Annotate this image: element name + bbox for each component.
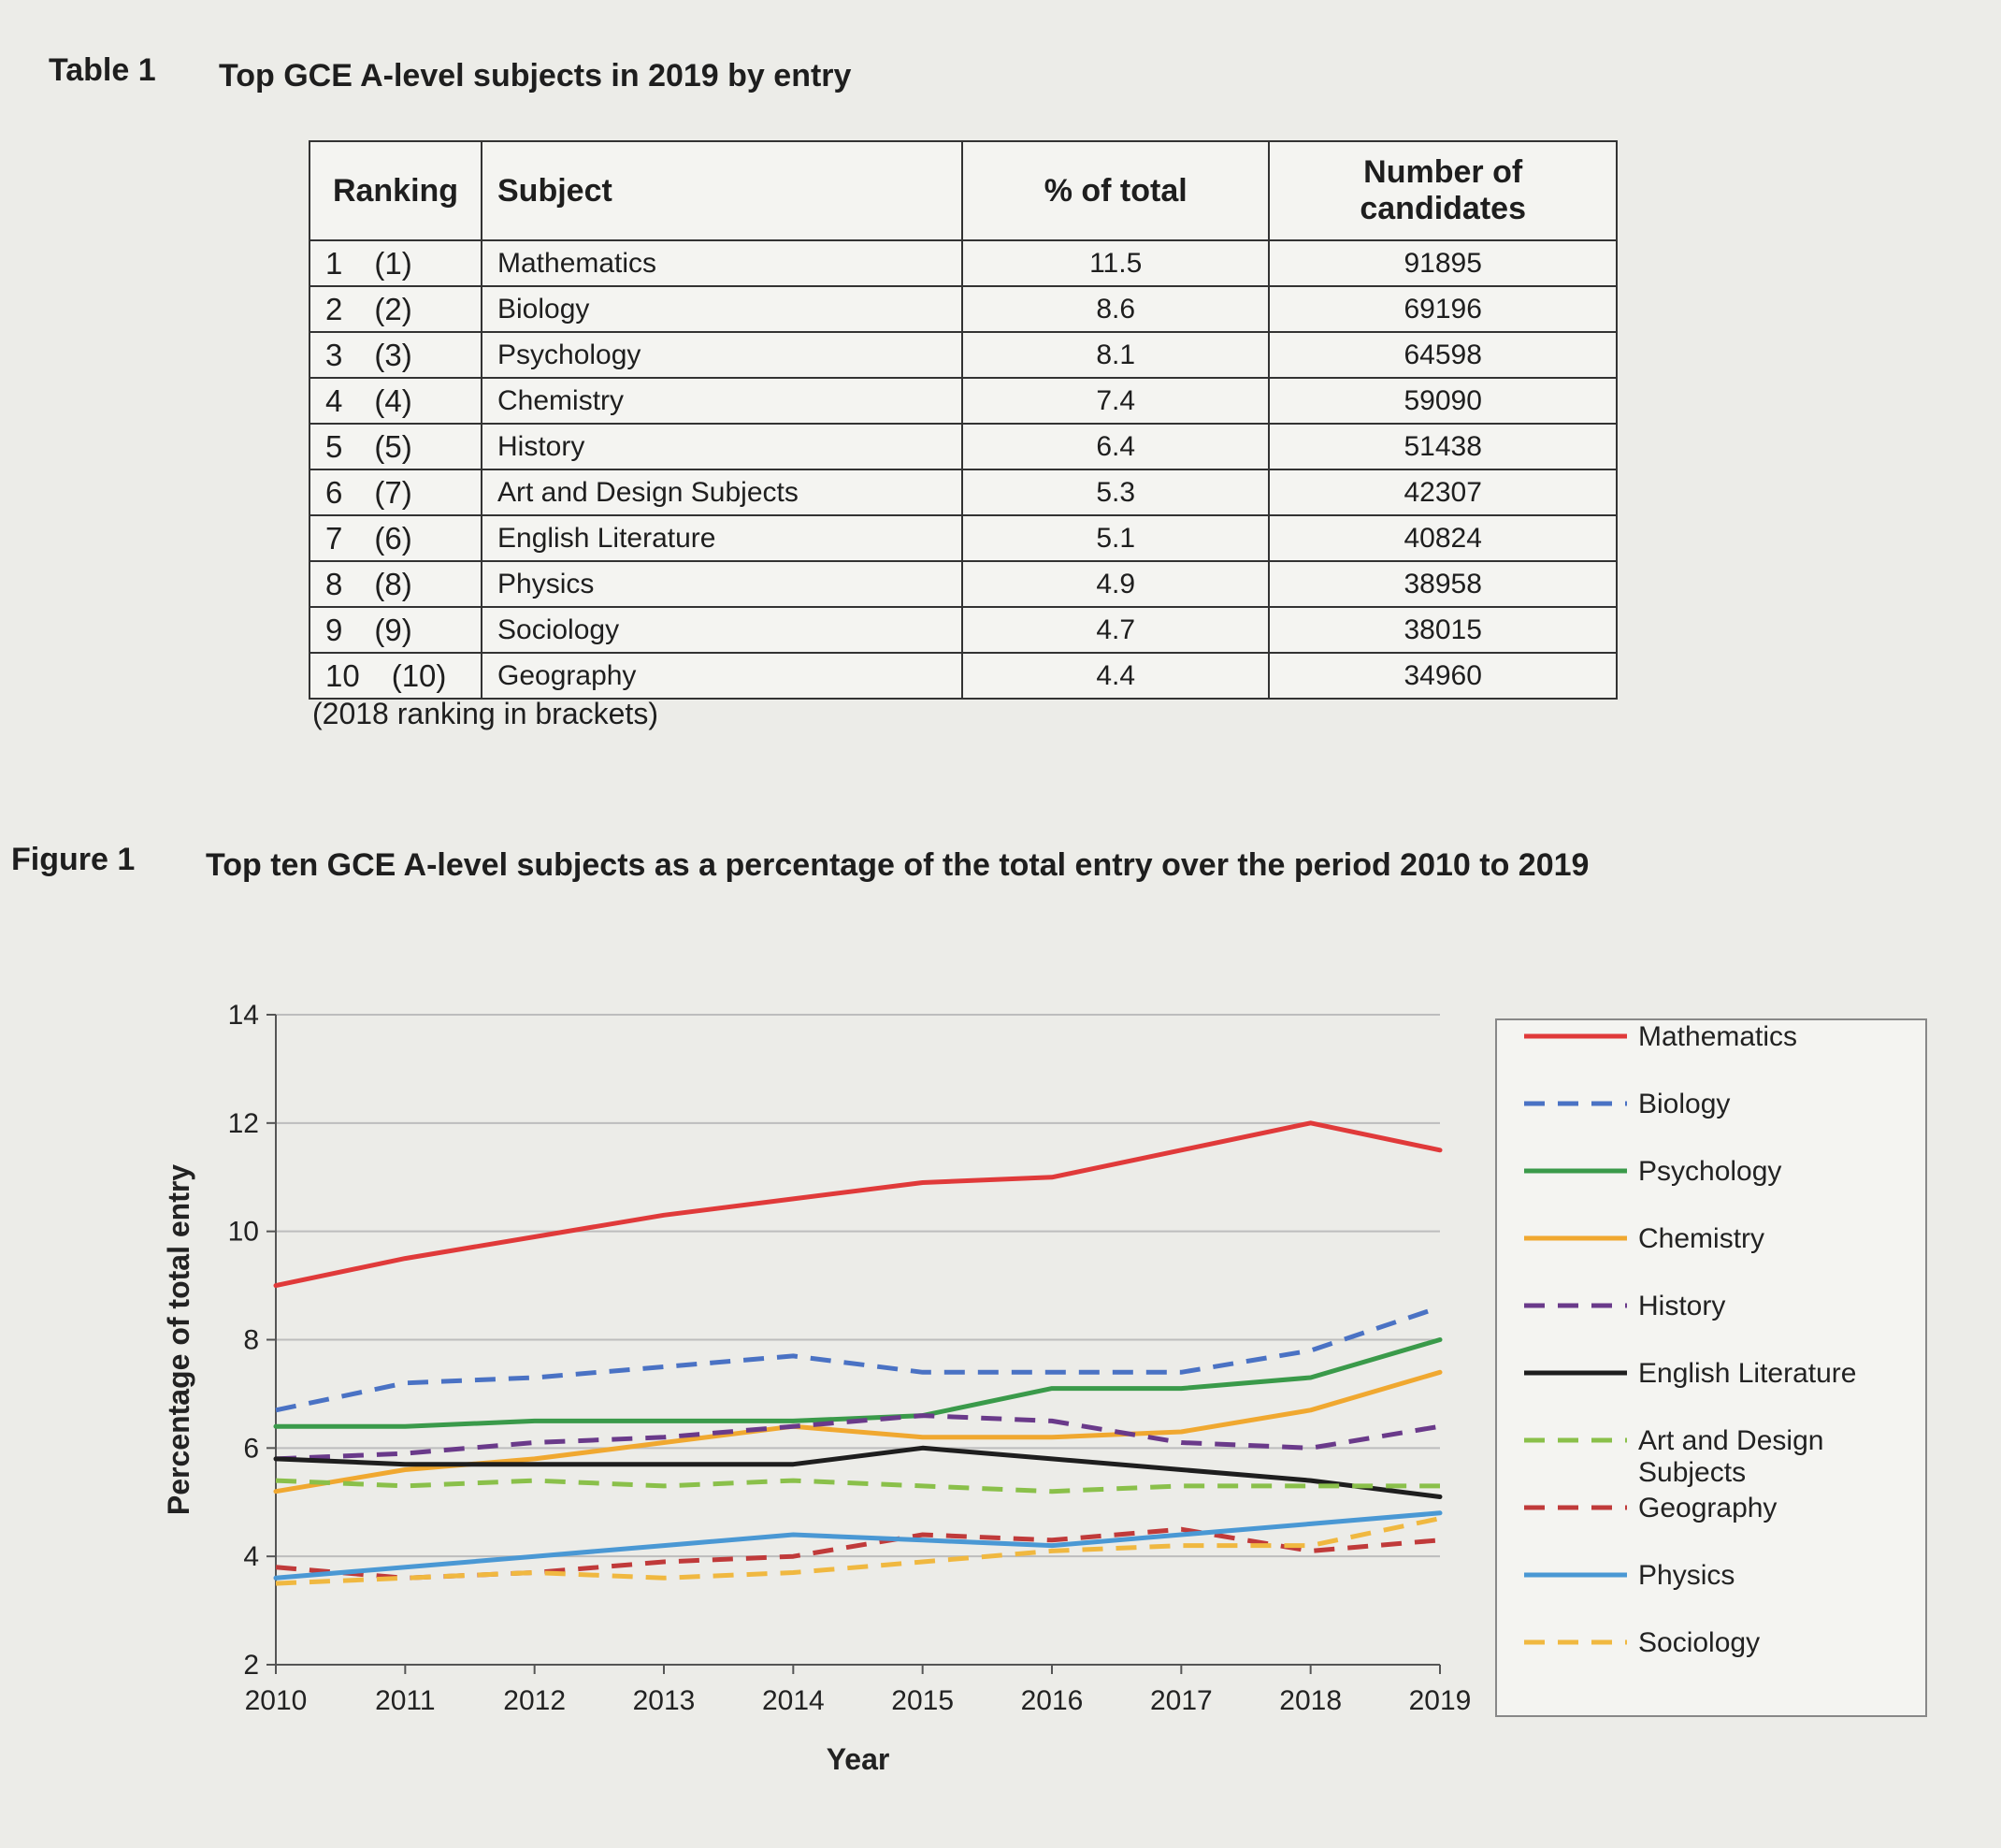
candidates-cell: 64598 (1269, 332, 1617, 378)
table-note: (2018 ranking in brackets) (312, 697, 658, 730)
series-line-biology (276, 1307, 1440, 1410)
x-tick-label: 2017 (1149, 1685, 1213, 1716)
legend-label: Chemistry (1638, 1223, 1765, 1254)
candidates-cell: 69196 (1269, 286, 1617, 332)
header-candidates-line1: Number of (1363, 154, 1523, 190)
pct-cell: 5.3 (962, 469, 1269, 515)
legend-label: Subjects (1638, 1457, 1747, 1488)
header-pct: % of total (962, 141, 1269, 240)
figure-label: Figure 1 (11, 842, 136, 877)
x-tick-label: 2015 (891, 1685, 955, 1716)
y-axis-label: Percentage of total entry (162, 1163, 195, 1516)
series-line-chemistry (276, 1372, 1440, 1491)
candidates-cell: 42307 (1269, 469, 1617, 515)
series-line-art-and-design-subjects (276, 1480, 1440, 1492)
subject-cell: Psychology (482, 332, 962, 378)
prev-rank-value: (6) (374, 520, 412, 556)
rank-cell (310, 378, 482, 424)
pct-cell: 4.7 (962, 607, 1269, 653)
table-label: Table 1 (49, 52, 156, 88)
pct-cell: 7.4 (962, 378, 1269, 424)
legend-label: Geography (1638, 1493, 1778, 1523)
candidates-cell: 34960 (1269, 653, 1617, 699)
rank-value: 1 (325, 245, 343, 281)
series-line-english-literature (276, 1448, 1440, 1496)
legend-label: Psychology (1638, 1156, 1782, 1187)
subject-cell: Art and Design Subjects (482, 469, 962, 515)
table-title: Top GCE A-level subjects in 2019 by entry (219, 58, 852, 94)
table-row (310, 607, 1617, 653)
rank-value: 6 (325, 474, 343, 510)
table-row (310, 561, 1617, 607)
rank-value: 3 (325, 337, 343, 372)
candidates-cell: 38015 (1269, 607, 1617, 653)
figure-title: Top ten GCE A-level subjects as a percentage of the total entry over the period 2010 to 2019 (206, 847, 1590, 883)
candidates-cell: 51438 (1269, 424, 1617, 469)
rank-value: 7 (325, 520, 343, 556)
prev-rank-value: (3) (374, 337, 412, 372)
x-tick-label: 2013 (632, 1685, 696, 1716)
table-header-row (310, 141, 1617, 240)
x-tick-label: 2012 (503, 1685, 567, 1716)
pct-cell: 4.9 (962, 561, 1269, 607)
x-tick-label: 2016 (1020, 1685, 1084, 1716)
table-row (310, 378, 1617, 424)
x-tick-label: 2014 (761, 1685, 825, 1716)
y-tick-label: 12 (227, 1107, 259, 1139)
ranking-table (309, 140, 1618, 700)
pct-cell: 6.4 (962, 424, 1269, 469)
table-row (310, 240, 1617, 286)
table-row (310, 515, 1617, 561)
y-tick-label: 8 (243, 1324, 259, 1356)
legend-label: History (1638, 1291, 1726, 1321)
rank-cell (310, 332, 482, 378)
y-tick-label: 4 (243, 1541, 259, 1573)
rank-cell (310, 286, 482, 332)
table-body (310, 240, 1617, 699)
y-tick-label: 10 (227, 1216, 259, 1248)
subject-cell: Biology (482, 286, 962, 332)
subject-cell: Chemistry (482, 378, 962, 424)
legend-label: Physics (1638, 1560, 1735, 1591)
candidates-cell: 59090 (1269, 378, 1617, 424)
subject-cell: Physics (482, 561, 962, 607)
x-tick-label: 2010 (244, 1685, 308, 1716)
pct-cell: 8.6 (962, 286, 1269, 332)
table-row (310, 469, 1617, 515)
rank-value: 4 (325, 383, 343, 418)
candidates-cell: 38958 (1269, 561, 1617, 607)
legend-label: Art and Design (1638, 1425, 1824, 1456)
prev-rank-value: (4) (374, 383, 412, 418)
candidates-cell: 91895 (1269, 240, 1617, 286)
header-candidates-line2: candidates (1360, 191, 1526, 226)
legend-label: Biology (1638, 1089, 1731, 1119)
rank-value: 9 (325, 612, 343, 647)
legend-label: English Literature (1638, 1358, 1857, 1389)
x-tick-label: 2018 (1279, 1685, 1343, 1716)
subject-cell: English Literature (482, 515, 962, 561)
series-line-mathematics (276, 1123, 1440, 1286)
x-tick-label: 2019 (1408, 1685, 1472, 1716)
prev-rank-value: (9) (374, 612, 412, 647)
prev-rank-value: (7) (374, 474, 412, 510)
legend-label: Sociology (1638, 1627, 1761, 1658)
rank-cell (310, 653, 482, 699)
pct-cell: 5.1 (962, 515, 1269, 561)
line-chart (131, 973, 1945, 1796)
prev-rank-value: (10) (391, 657, 447, 693)
table-row (310, 332, 1617, 378)
candidates-cell: 40824 (1269, 515, 1617, 561)
rank-value: 10 (325, 657, 360, 693)
rank-cell (310, 561, 482, 607)
table-row (310, 286, 1617, 332)
table-row (310, 653, 1617, 699)
header-candidates (1269, 141, 1617, 240)
prev-rank-value: (1) (374, 245, 412, 281)
rank-cell (310, 469, 482, 515)
pct-cell: 8.1 (962, 332, 1269, 378)
table-row (310, 424, 1617, 469)
rank-cell (310, 515, 482, 561)
y-tick-label: 14 (227, 1000, 259, 1031)
pct-cell: 4.4 (962, 653, 1269, 699)
rank-value: 8 (325, 566, 343, 601)
subject-cell: Sociology (482, 607, 962, 653)
subject-cell: Geography (482, 653, 962, 699)
rank-value: 5 (325, 428, 343, 464)
header-ranking: Ranking (310, 141, 482, 240)
x-axis-label: Year (826, 1742, 890, 1776)
series-line-history (276, 1416, 1440, 1459)
prev-rank-value: (2) (374, 291, 412, 326)
prev-rank-value: (8) (374, 566, 412, 601)
subject-cell: Mathematics (482, 240, 962, 286)
x-tick-label: 2011 (375, 1685, 436, 1716)
rank-cell (310, 424, 482, 469)
rank-cell (310, 240, 482, 286)
header-subject: Subject (482, 141, 962, 240)
legend-label: Mathematics (1638, 1021, 1798, 1052)
rank-cell (310, 607, 482, 653)
rank-value: 2 (325, 291, 343, 326)
pct-cell: 11.5 (962, 240, 1269, 286)
subject-cell: History (482, 424, 962, 469)
prev-rank-value: (5) (374, 428, 412, 464)
y-tick-label: 2 (243, 1650, 259, 1681)
y-tick-label: 6 (243, 1433, 259, 1465)
